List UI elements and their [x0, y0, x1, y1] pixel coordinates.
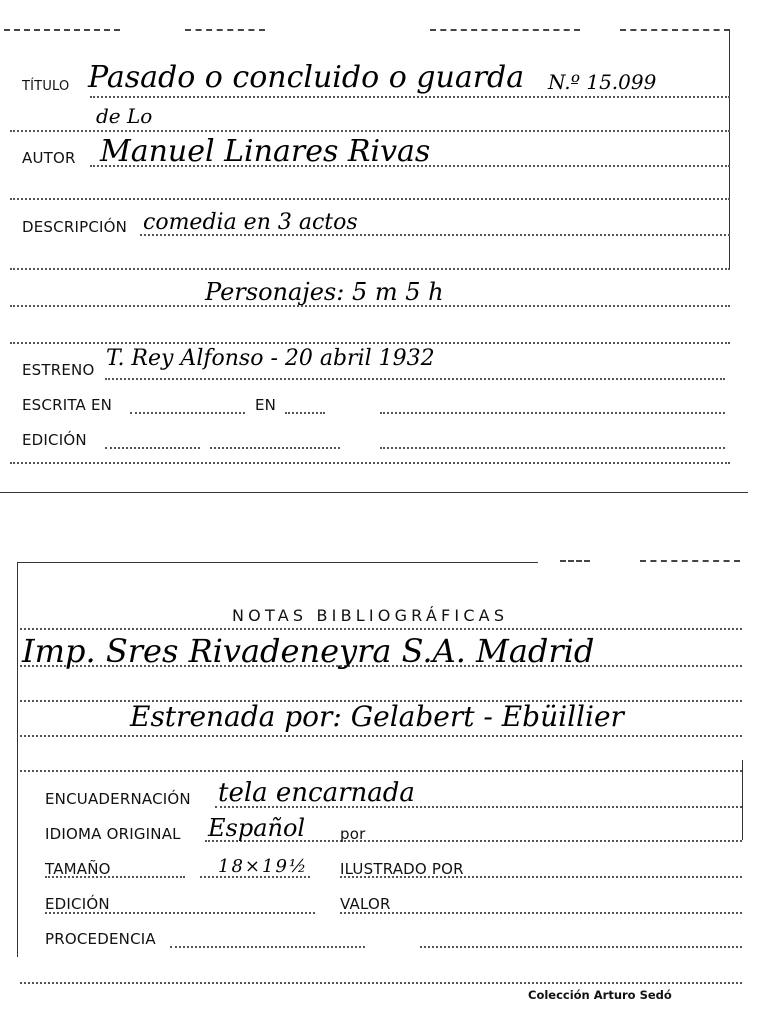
- card-edge-left: [17, 562, 18, 957]
- rule-line: [380, 447, 725, 449]
- descripcion-value: comedia en 3 actos: [143, 210, 358, 235]
- notas-header: NOTAS BIBLIOGRÁFICAS: [232, 606, 509, 625]
- valor-label: VALOR: [340, 895, 391, 913]
- edicion-label: EDICIÓN: [22, 431, 87, 449]
- note-estrenada: Estrenada por: Gelabert - Ebüillier: [130, 700, 624, 733]
- autor-value: Manuel Linares Rivas: [100, 134, 431, 169]
- encuadernacion-value: tela encarnada: [218, 778, 415, 808]
- tamano-label: TAMAÑO: [45, 860, 111, 878]
- rule-line: [130, 412, 245, 414]
- rule-line: [20, 628, 742, 630]
- rule-line: [210, 447, 340, 449]
- procedencia-label: PROCEDENCIA: [45, 930, 156, 948]
- card-edge-top: [430, 29, 580, 31]
- rule-line: [20, 982, 742, 984]
- titulo-value-continued: de Lo: [96, 104, 153, 128]
- rule-line: [10, 130, 730, 132]
- escrita-en-label: ESCRITA EN: [22, 396, 113, 414]
- personajes-value: Personajes: 5 m 5 h: [205, 278, 444, 306]
- card-edge-top: [620, 29, 730, 31]
- estreno-label: ESTRENO: [22, 361, 95, 379]
- rule-line: [170, 946, 365, 948]
- descripcion-label: DESCRIPCIÓN: [22, 218, 128, 236]
- en-label: EN: [255, 396, 277, 414]
- rule-line: [20, 770, 742, 772]
- card-edge-top: [185, 29, 265, 31]
- card-edge-top: [560, 560, 590, 562]
- card-edge-top: [4, 29, 120, 31]
- titulo-number: N.º 15.099: [548, 70, 657, 94]
- rule-line: [90, 96, 730, 98]
- encuadernacion-label: ENCUADERNACIÓN: [45, 790, 191, 808]
- rule-line: [105, 378, 725, 380]
- estreno-value: T. Rey Alfonso - 20 abril 1932: [106, 346, 435, 371]
- rule-line: [10, 462, 730, 464]
- autor-label: AUTOR: [22, 149, 76, 167]
- titulo-label: TÍTULO: [22, 79, 70, 94]
- por-label: por: [340, 825, 366, 843]
- card-edge-top: [640, 560, 740, 562]
- rule-line: [10, 342, 730, 344]
- collection-credit: Colección Arturo Sedó: [528, 988, 672, 1002]
- idioma-value: Español: [208, 814, 306, 842]
- ilustrado-label: ILUSTRADO POR: [340, 860, 464, 878]
- idioma-label: IDIOMA ORIGINAL: [45, 825, 181, 843]
- card-edge-right: [742, 760, 743, 840]
- rule-line: [105, 447, 200, 449]
- note-imprenta: Imp. Sres Rivadeneyra S.A. Madrid: [22, 632, 595, 670]
- tamano-value: 18×19½: [218, 856, 309, 877]
- rule-line: [380, 412, 725, 414]
- rule-line: [10, 198, 730, 200]
- rule-line: [285, 412, 325, 414]
- card-edge-bottom: [0, 492, 748, 493]
- rule-line: [340, 912, 742, 914]
- rule-line: [420, 946, 742, 948]
- edicion-label: EDICIÓN: [45, 895, 110, 913]
- rule-line: [10, 268, 730, 270]
- card-edge-top: [18, 562, 538, 563]
- rule-line: [20, 735, 742, 737]
- titulo-value: Pasado o concluido o guarda: [88, 60, 525, 95]
